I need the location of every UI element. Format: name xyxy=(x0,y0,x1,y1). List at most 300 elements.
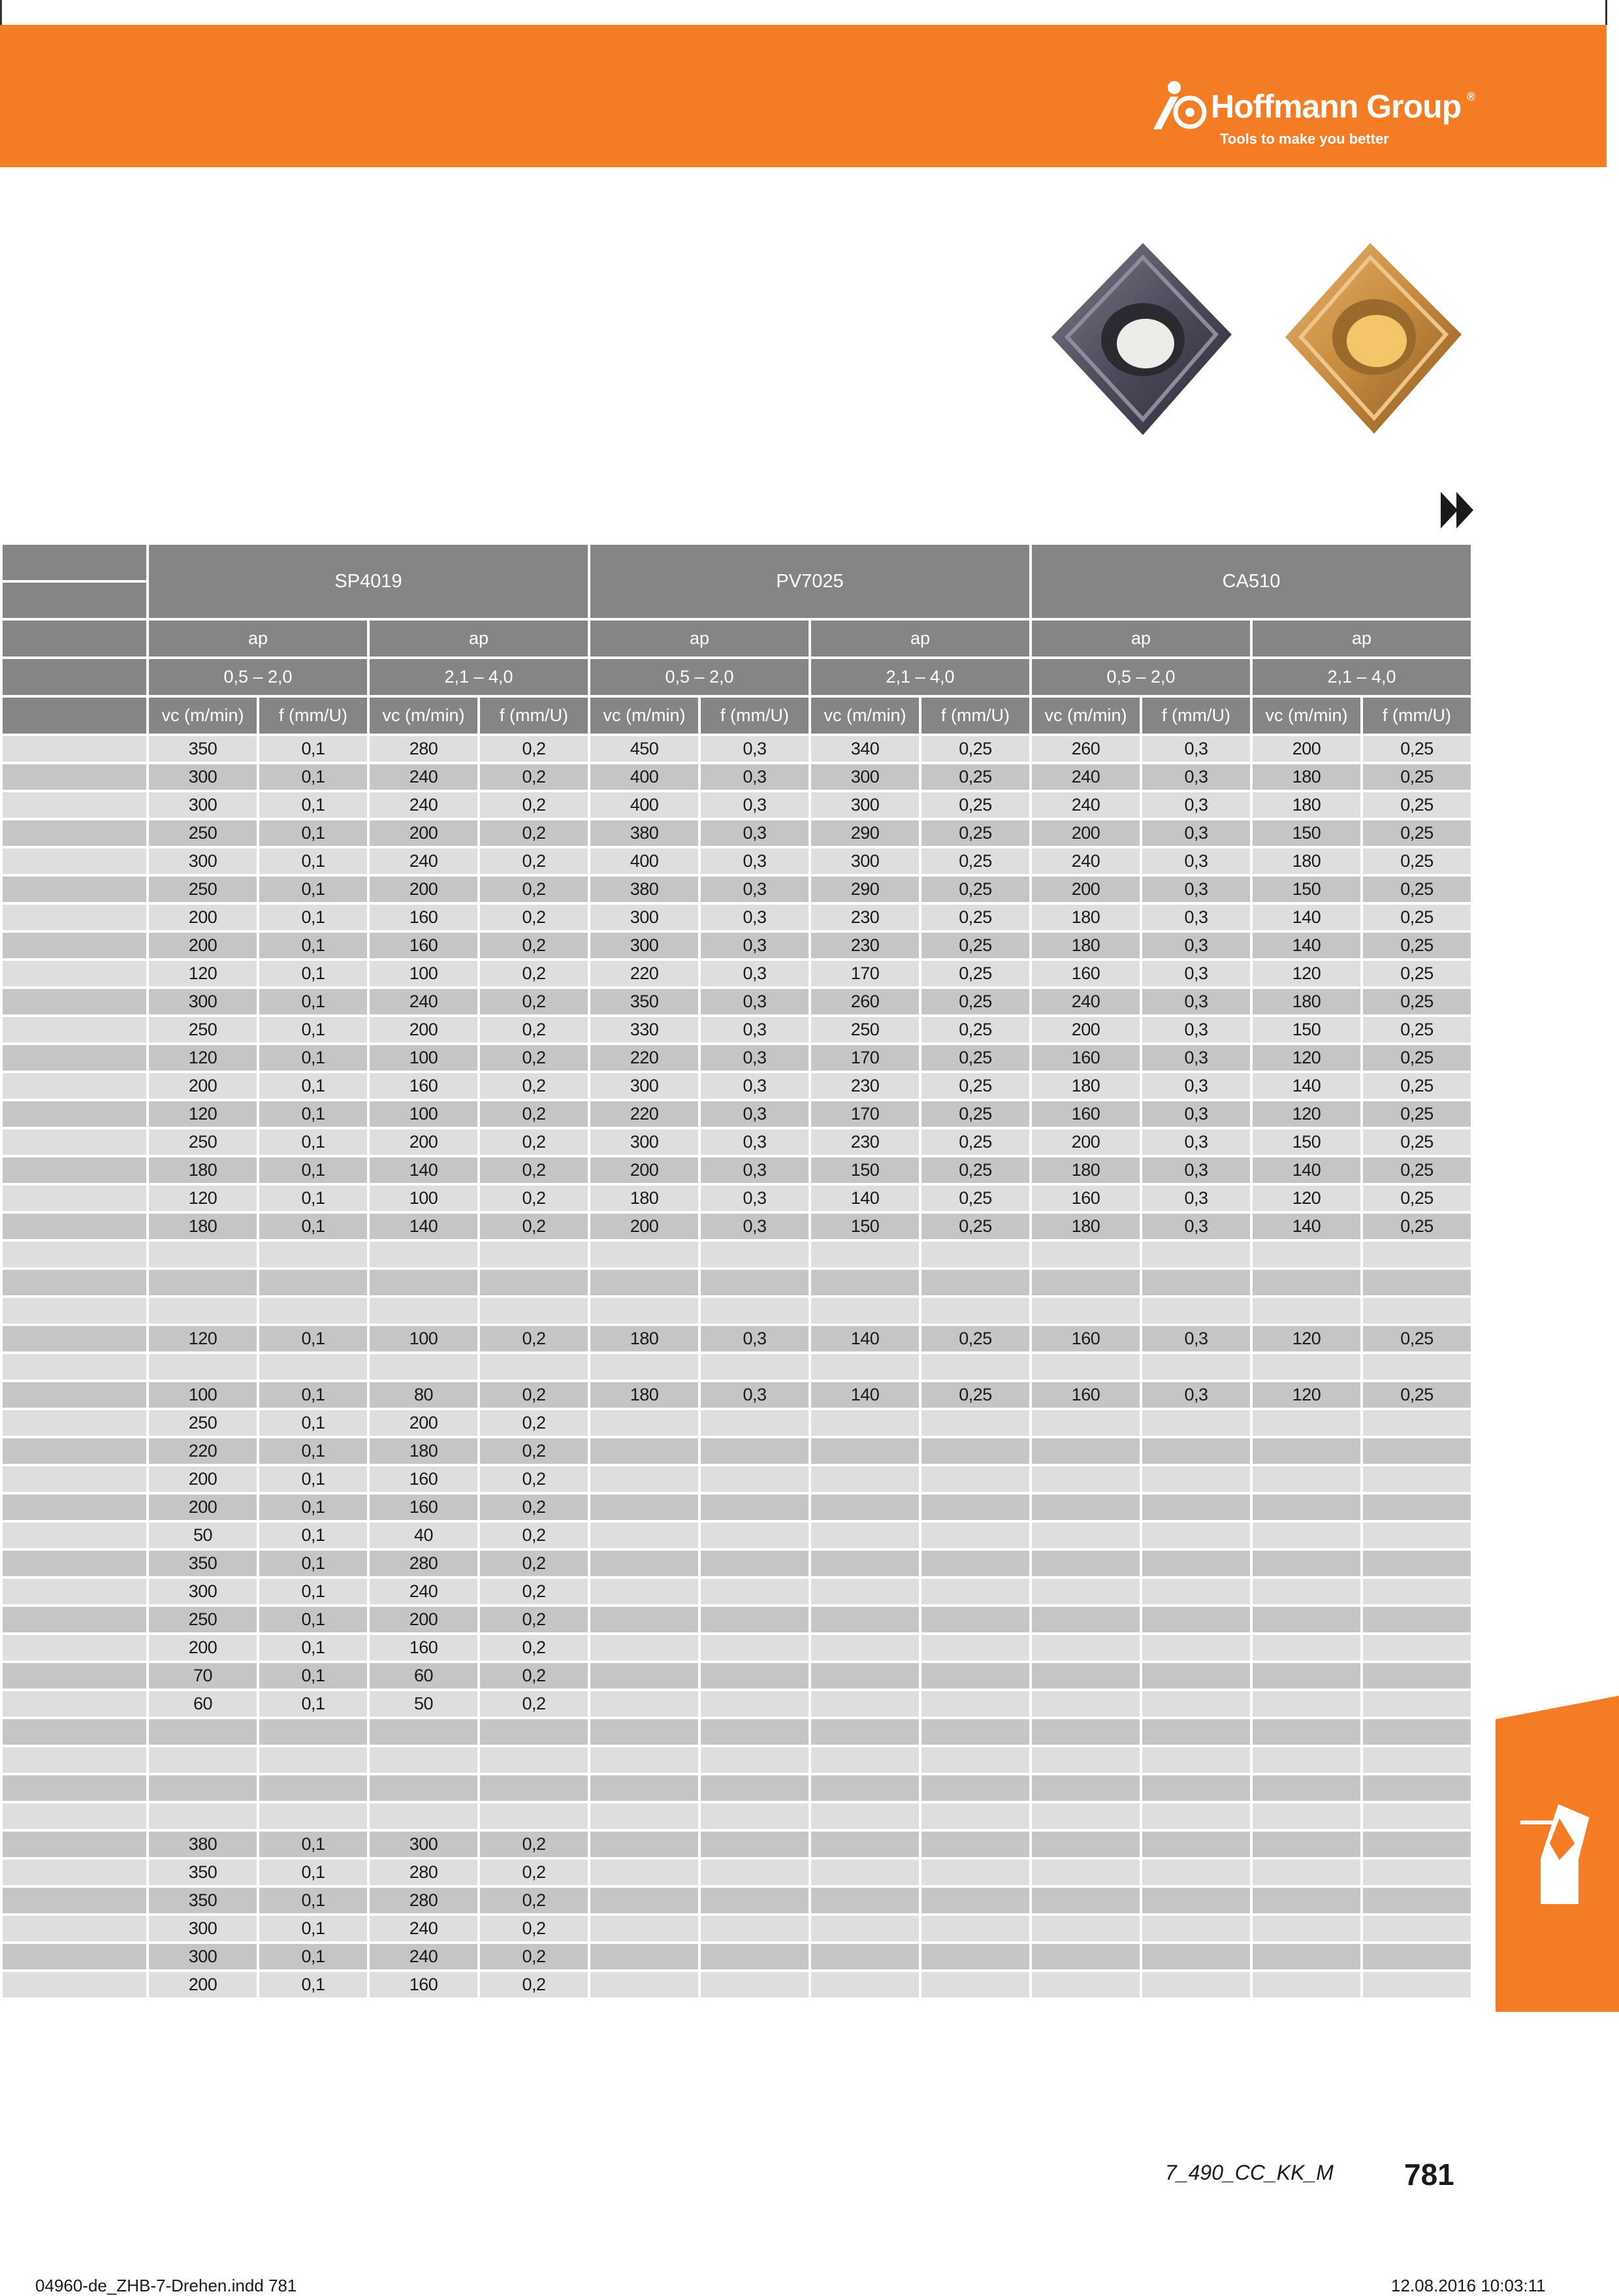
feed-cell xyxy=(1141,1662,1251,1690)
vc-cell xyxy=(810,1915,920,1943)
table-body xyxy=(1,735,1472,1999)
vc-cell xyxy=(148,1718,258,1746)
feed-cell xyxy=(1141,1774,1251,1802)
table-row xyxy=(1,1212,1472,1240)
vc-cell: 300 xyxy=(810,763,920,791)
vc-cell: 200 xyxy=(1031,1128,1141,1156)
feed-cell: 0,1 xyxy=(258,1830,368,1858)
vc-cell: 140 xyxy=(368,1156,479,1184)
vc-cell xyxy=(1251,1830,1362,1858)
table-row xyxy=(1,1269,1472,1297)
column-header-f: f (mm/U) xyxy=(1141,696,1251,735)
vc-cell: 200 xyxy=(148,1634,258,1662)
feed-cell: 0,2 xyxy=(479,1943,589,1971)
feed-cell: 0,25 xyxy=(1362,903,1472,931)
vc-cell: 240 xyxy=(1031,847,1141,875)
feed-cell xyxy=(1141,1634,1251,1662)
feed-cell xyxy=(920,1858,1031,1886)
feed-cell xyxy=(1141,1549,1251,1577)
vc-cell: 350 xyxy=(148,1549,258,1577)
vc-cell xyxy=(368,1269,479,1297)
feed-cell xyxy=(258,1718,368,1746)
column-header-f: f (mm/U) xyxy=(479,696,589,735)
print-slug-file: 04960-de_ZHB-7-Drehen.indd 781 xyxy=(35,2276,297,2295)
table-row xyxy=(1,1549,1472,1577)
vc-cell: 240 xyxy=(368,1943,479,1971)
vc-cell: 150 xyxy=(1251,875,1362,903)
table-row xyxy=(1,1325,1472,1353)
feed-cell: 0,3 xyxy=(699,1128,810,1156)
vc-cell: 400 xyxy=(589,791,699,819)
feed-cell xyxy=(699,1915,810,1943)
vc-cell xyxy=(810,1886,920,1915)
vc-cell xyxy=(810,1746,920,1774)
row-label-cell xyxy=(1,791,148,819)
feed-cell: 0,3 xyxy=(699,1212,810,1240)
vc-cell: 140 xyxy=(368,1212,479,1240)
feed-cell xyxy=(920,1830,1031,1858)
vc-cell: 350 xyxy=(589,988,699,1016)
table-row xyxy=(1,1746,1472,1774)
feed-cell: 0,25 xyxy=(1362,1072,1472,1100)
feed-cell xyxy=(1362,1493,1472,1521)
vc-cell: 120 xyxy=(1251,1044,1362,1072)
feed-cell xyxy=(1141,1297,1251,1325)
vc-cell: 180 xyxy=(148,1212,258,1240)
feed-cell: 0,25 xyxy=(920,875,1031,903)
vc-cell: 140 xyxy=(810,1325,920,1353)
feed-cell: 0,2 xyxy=(479,847,589,875)
row-label-cell xyxy=(1,1240,148,1269)
feed-cell: 0,1 xyxy=(258,931,368,960)
feed-cell xyxy=(1362,1577,1472,1606)
vc-cell xyxy=(810,1634,920,1662)
row-label-cell xyxy=(1,1072,148,1100)
vc-cell: 200 xyxy=(368,819,479,847)
row-label-cell xyxy=(1,1718,148,1746)
row-label-cell xyxy=(1,1634,148,1662)
table-row xyxy=(1,988,1472,1016)
column-header-f: f (mm/U) xyxy=(920,696,1031,735)
vc-cell: 180 xyxy=(1031,1072,1141,1100)
table-row xyxy=(1,847,1472,875)
feed-cell: 0,1 xyxy=(258,763,368,791)
column-header-vc: vc (m/min) xyxy=(1251,696,1362,735)
row-label-cell xyxy=(1,847,148,875)
feed-cell: 0,3 xyxy=(699,1072,810,1100)
vc-cell: 50 xyxy=(368,1690,479,1718)
vc-cell: 200 xyxy=(368,875,479,903)
table-row xyxy=(1,1184,1472,1212)
vc-cell xyxy=(1251,1269,1362,1297)
table-row xyxy=(1,1802,1472,1830)
feed-cell xyxy=(920,1409,1031,1437)
feed-cell xyxy=(479,1240,589,1269)
vc-cell: 250 xyxy=(810,1016,920,1044)
feed-cell: 0,2 xyxy=(479,1915,589,1943)
feed-cell xyxy=(920,1718,1031,1746)
table-row xyxy=(1,1493,1472,1521)
vc-cell: 180 xyxy=(1251,791,1362,819)
feed-cell xyxy=(699,1240,810,1269)
feed-cell: 0,1 xyxy=(258,960,368,988)
vc-cell: 240 xyxy=(1031,791,1141,819)
grade-header: SP4019 xyxy=(148,543,589,619)
feed-cell: 0,25 xyxy=(1362,988,1472,1016)
feed-cell xyxy=(699,1971,810,1999)
vc-cell xyxy=(810,1269,920,1297)
vc-cell: 200 xyxy=(148,1493,258,1521)
vc-cell: 200 xyxy=(148,903,258,931)
vc-cell xyxy=(1031,1493,1141,1521)
vc-cell: 140 xyxy=(1251,931,1362,960)
header-blank xyxy=(1,658,148,696)
feed-cell: 0,3 xyxy=(699,875,810,903)
feed-cell xyxy=(479,1269,589,1297)
feed-cell xyxy=(1362,1718,1472,1746)
vc-cell: 350 xyxy=(148,1886,258,1915)
vc-cell xyxy=(148,1240,258,1269)
table-row xyxy=(1,1240,1472,1269)
row-label-cell xyxy=(1,1212,148,1240)
feed-cell xyxy=(699,1606,810,1634)
vc-cell: 160 xyxy=(368,1072,479,1100)
vc-cell xyxy=(1251,1493,1362,1521)
feed-cell xyxy=(1362,1746,1472,1774)
vc-cell: 200 xyxy=(589,1156,699,1184)
feed-cell: 0,3 xyxy=(1141,1212,1251,1240)
chapter-tab[interactable] xyxy=(1496,1696,1619,2012)
cutting-data-table xyxy=(0,542,1473,2000)
feed-cell: 0,3 xyxy=(1141,819,1251,847)
feed-cell: 0,25 xyxy=(1362,735,1472,763)
row-label-cell xyxy=(1,1353,148,1381)
feed-cell: 0,2 xyxy=(479,1577,589,1606)
feed-cell xyxy=(1141,1915,1251,1943)
vc-cell xyxy=(1031,1353,1141,1381)
vc-cell xyxy=(810,1240,920,1269)
vc-cell: 180 xyxy=(1031,1212,1141,1240)
vc-cell: 120 xyxy=(148,1325,258,1353)
row-label-cell xyxy=(1,1577,148,1606)
feed-cell: 0,25 xyxy=(1362,1381,1472,1409)
feed-cell: 0,25 xyxy=(1362,931,1472,960)
vc-cell: 300 xyxy=(810,791,920,819)
feed-cell: 0,1 xyxy=(258,1437,368,1465)
vc-cell: 300 xyxy=(148,1943,258,1971)
row-label-cell xyxy=(1,1971,148,1999)
header-blank xyxy=(1,581,148,619)
feed-cell xyxy=(1141,1971,1251,1999)
feed-cell: 0,25 xyxy=(1362,847,1472,875)
feed-cell xyxy=(1141,1353,1251,1381)
vc-cell xyxy=(810,1718,920,1746)
feed-cell xyxy=(258,1297,368,1325)
feed-cell: 0,25 xyxy=(920,1156,1031,1184)
feed-cell xyxy=(920,1634,1031,1662)
feed-cell: 0,25 xyxy=(1362,1100,1472,1128)
feed-cell: 0,25 xyxy=(1362,1128,1472,1156)
footer-code: 7_490_CC_KK_M xyxy=(1165,2161,1334,2184)
vc-cell xyxy=(368,1297,479,1325)
feed-cell xyxy=(1141,1493,1251,1521)
table-row xyxy=(1,1606,1472,1634)
row-label-cell xyxy=(1,735,148,763)
vc-cell: 300 xyxy=(589,931,699,960)
feed-cell: 0,2 xyxy=(479,1886,589,1915)
feed-cell xyxy=(1141,1521,1251,1549)
feed-cell: 0,3 xyxy=(1141,1016,1251,1044)
feed-cell xyxy=(258,1353,368,1381)
feed-cell: 0,3 xyxy=(1141,1184,1251,1212)
vc-cell: 150 xyxy=(810,1212,920,1240)
row-label-cell xyxy=(1,1269,148,1297)
vc-cell xyxy=(810,1858,920,1886)
feed-cell: 0,1 xyxy=(258,1212,368,1240)
vc-cell: 180 xyxy=(1251,847,1362,875)
vc-cell: 80 xyxy=(368,1381,479,1409)
vc-cell: 340 xyxy=(810,735,920,763)
vc-cell: 170 xyxy=(810,1100,920,1128)
vc-cell: 200 xyxy=(368,1016,479,1044)
feed-cell xyxy=(920,1971,1031,1999)
feed-cell: 0,2 xyxy=(479,1381,589,1409)
brand-name: Hoffmann Group xyxy=(1211,88,1462,125)
vc-cell xyxy=(1251,1549,1362,1577)
feed-cell: 0,3 xyxy=(699,931,810,960)
table-row xyxy=(1,1690,1472,1718)
feed-cell: 0,25 xyxy=(920,1044,1031,1072)
vc-cell: 100 xyxy=(368,1184,479,1212)
vc-cell xyxy=(1251,1746,1362,1774)
feed-cell: 0,1 xyxy=(258,1886,368,1915)
vc-cell xyxy=(589,1493,699,1521)
feed-cell: 0,2 xyxy=(479,931,589,960)
feed-cell: 0,25 xyxy=(920,988,1031,1016)
table-row xyxy=(1,1156,1472,1184)
vc-cell: 180 xyxy=(1251,763,1362,791)
feed-cell xyxy=(1141,1240,1251,1269)
ap-range: 0,5 – 2,0 xyxy=(1031,658,1251,696)
vc-cell xyxy=(1031,1830,1141,1858)
feed-cell: 0,25 xyxy=(1362,791,1472,819)
feed-cell xyxy=(699,1690,810,1718)
column-header-vc: vc (m/min) xyxy=(589,696,699,735)
feed-cell: 0,1 xyxy=(258,819,368,847)
feed-cell xyxy=(258,1774,368,1802)
vc-cell: 200 xyxy=(148,1072,258,1100)
vc-cell: 220 xyxy=(148,1437,258,1465)
feed-cell: 0,3 xyxy=(1141,1325,1251,1353)
double-chevron-right-icon[interactable] xyxy=(1441,492,1475,528)
vc-cell xyxy=(810,1830,920,1858)
vc-cell: 380 xyxy=(148,1830,258,1858)
feed-cell xyxy=(699,1297,810,1325)
vc-cell xyxy=(810,1662,920,1690)
feed-cell: 0,3 xyxy=(699,903,810,931)
vc-cell: 330 xyxy=(589,1016,699,1044)
feed-cell: 0,1 xyxy=(258,1521,368,1549)
vc-cell: 300 xyxy=(589,903,699,931)
ap-label: ap xyxy=(1251,619,1472,658)
feed-cell: 0,3 xyxy=(699,1325,810,1353)
table-row xyxy=(1,819,1472,847)
vc-cell: 140 xyxy=(1251,1072,1362,1100)
row-label-cell xyxy=(1,1830,148,1858)
vc-cell xyxy=(1031,1971,1141,1999)
feed-cell: 0,3 xyxy=(699,1016,810,1044)
ap-label: ap xyxy=(810,619,1031,658)
vc-cell: 220 xyxy=(589,1100,699,1128)
table-row xyxy=(1,1297,1472,1325)
feed-cell xyxy=(920,1465,1031,1493)
vc-cell: 400 xyxy=(589,847,699,875)
feed-cell: 0,2 xyxy=(479,1128,589,1156)
feed-cell: 0,1 xyxy=(258,847,368,875)
vc-cell xyxy=(368,1353,479,1381)
feed-cell: 0,1 xyxy=(258,1016,368,1044)
row-label-cell xyxy=(1,1943,148,1971)
vc-cell: 150 xyxy=(1251,1128,1362,1156)
vc-cell: 250 xyxy=(148,1016,258,1044)
feed-cell: 0,2 xyxy=(479,903,589,931)
feed-cell xyxy=(1141,1718,1251,1746)
feed-cell xyxy=(1362,1269,1472,1297)
vc-cell: 200 xyxy=(148,931,258,960)
feed-cell xyxy=(258,1802,368,1830)
vc-cell: 160 xyxy=(368,1634,479,1662)
feed-cell xyxy=(479,1718,589,1746)
feed-cell xyxy=(920,1240,1031,1269)
vc-cell xyxy=(589,1915,699,1943)
feed-cell xyxy=(920,1577,1031,1606)
vc-cell xyxy=(589,1943,699,1971)
feed-cell: 0,1 xyxy=(258,1549,368,1577)
vc-cell: 250 xyxy=(148,1128,258,1156)
feed-cell xyxy=(1362,1521,1472,1549)
feed-cell: 0,25 xyxy=(920,1325,1031,1353)
feed-cell xyxy=(699,1662,810,1690)
feed-cell xyxy=(1362,1549,1472,1577)
feed-cell xyxy=(699,1718,810,1746)
feed-cell xyxy=(479,1353,589,1381)
ap-range: 2,1 – 4,0 xyxy=(368,658,589,696)
feed-cell: 0,2 xyxy=(479,988,589,1016)
vc-cell: 160 xyxy=(368,903,479,931)
table-row xyxy=(1,1943,1472,1971)
feed-cell xyxy=(1141,1465,1251,1493)
vc-cell xyxy=(368,1718,479,1746)
feed-cell xyxy=(699,1774,810,1802)
feed-cell xyxy=(1362,1886,1472,1915)
vc-cell xyxy=(1031,1240,1141,1269)
feed-cell xyxy=(1362,1858,1472,1886)
vc-cell xyxy=(810,1690,920,1718)
vc-cell xyxy=(1031,1521,1141,1549)
vc-cell xyxy=(589,1802,699,1830)
vc-cell xyxy=(1031,1718,1141,1746)
vc-cell: 220 xyxy=(589,1044,699,1072)
vc-cell xyxy=(1251,1886,1362,1915)
vc-cell: 280 xyxy=(368,1549,479,1577)
table-row xyxy=(1,1915,1472,1943)
feed-cell: 0,3 xyxy=(699,819,810,847)
ap-label: ap xyxy=(1031,619,1251,658)
feed-cell xyxy=(699,1577,810,1606)
feed-cell: 0,2 xyxy=(479,1858,589,1886)
vc-cell: 300 xyxy=(148,1915,258,1943)
row-label-cell xyxy=(1,1128,148,1156)
feed-cell: 0,25 xyxy=(920,1212,1031,1240)
vc-cell xyxy=(589,1774,699,1802)
table-row xyxy=(1,1634,1472,1662)
table-row xyxy=(1,1072,1472,1100)
vc-cell: 180 xyxy=(148,1156,258,1184)
vc-cell: 230 xyxy=(810,1072,920,1100)
vc-cell xyxy=(810,1774,920,1802)
table-row xyxy=(1,931,1472,960)
vc-cell xyxy=(589,1662,699,1690)
vc-cell: 300 xyxy=(148,1577,258,1606)
vc-cell: 160 xyxy=(1031,1100,1141,1128)
vc-cell xyxy=(810,1802,920,1830)
feed-cell: 0,1 xyxy=(258,791,368,819)
feed-cell: 0,1 xyxy=(258,1100,368,1128)
row-label-cell xyxy=(1,1774,148,1802)
vc-cell xyxy=(810,1353,920,1381)
feed-cell: 0,2 xyxy=(479,1662,589,1690)
feed-cell: 0,3 xyxy=(1141,875,1251,903)
feed-cell xyxy=(699,1549,810,1577)
vc-cell xyxy=(589,1521,699,1549)
vc-cell xyxy=(1031,1577,1141,1606)
vc-cell: 300 xyxy=(148,847,258,875)
row-label-cell xyxy=(1,875,148,903)
vc-cell xyxy=(1031,1662,1141,1690)
feed-cell: 0,3 xyxy=(1141,735,1251,763)
vc-cell: 100 xyxy=(368,1044,479,1072)
vc-cell xyxy=(1251,1774,1362,1802)
feed-cell xyxy=(1141,1409,1251,1437)
feed-cell xyxy=(1362,1774,1472,1802)
feed-cell xyxy=(699,1830,810,1858)
vc-cell xyxy=(810,1437,920,1465)
vc-cell: 160 xyxy=(1031,1381,1141,1409)
feed-cell xyxy=(699,1493,810,1521)
feed-cell: 0,3 xyxy=(1141,1381,1251,1409)
feed-cell: 0,3 xyxy=(1141,988,1251,1016)
vc-cell xyxy=(1031,1858,1141,1886)
vc-cell: 180 xyxy=(1031,903,1141,931)
vc-cell: 280 xyxy=(368,735,479,763)
column-header-f: f (mm/U) xyxy=(699,696,810,735)
feed-cell xyxy=(920,1662,1031,1690)
feed-cell: 0,1 xyxy=(258,1381,368,1409)
feed-cell xyxy=(1362,1915,1472,1943)
vc-cell: 160 xyxy=(1031,960,1141,988)
vc-cell: 160 xyxy=(368,1971,479,1999)
vc-cell xyxy=(148,1353,258,1381)
feed-cell xyxy=(920,1549,1031,1577)
feed-cell: 0,25 xyxy=(920,960,1031,988)
feed-cell xyxy=(1362,1353,1472,1381)
vc-cell: 240 xyxy=(368,847,479,875)
table-row xyxy=(1,1830,1472,1858)
feed-cell xyxy=(699,1886,810,1915)
vc-cell: 200 xyxy=(589,1212,699,1240)
feed-cell xyxy=(699,1465,810,1493)
table-row xyxy=(1,1409,1472,1437)
